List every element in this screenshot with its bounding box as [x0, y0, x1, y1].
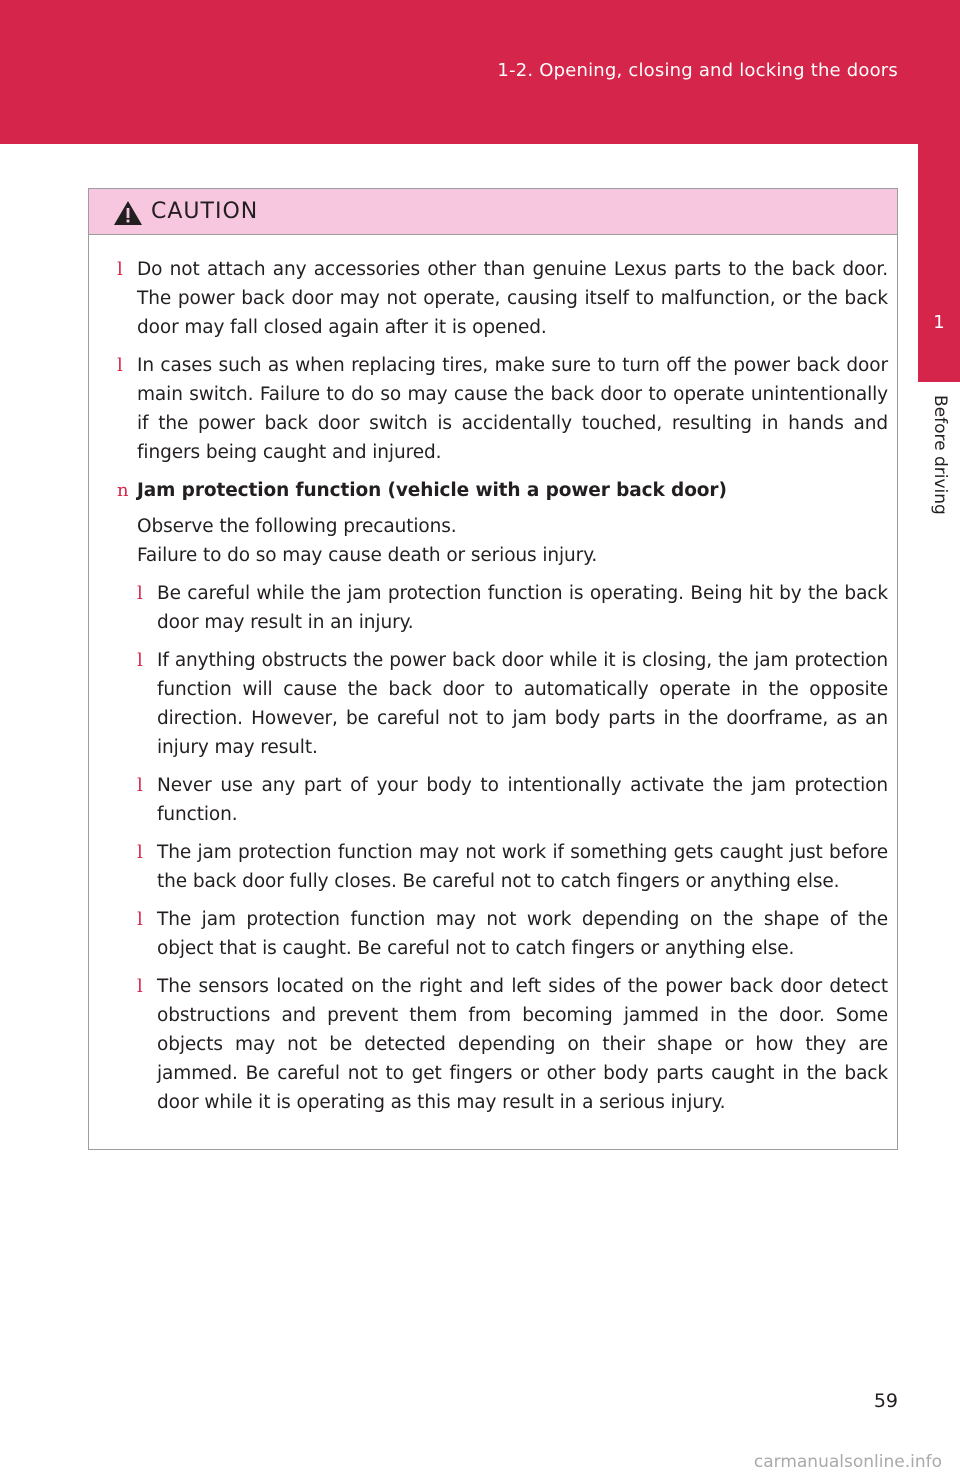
bullet-text: The jam protection function may not work depending on the shape of the object that is caught. Be careful not to catch fingers or anything else. — [157, 909, 888, 959]
list-item — [137, 838, 888, 896]
precaution-warning: Failure to do so may cause death or serious injury. — [137, 545, 598, 566]
list-item — [137, 646, 888, 762]
chapter-number: 1 — [933, 312, 945, 333]
bullet-marker-icon: l — [137, 976, 143, 997]
bullet-text: Do not attach any accessories other than genuine Lexus parts to the back door. The power back door may not operate, causing itself to malfunction, or the back door may fall closed again after it is opened. — [137, 259, 888, 338]
caution-header — [89, 189, 897, 235]
square-marker-icon: n — [117, 480, 129, 501]
list-item — [117, 351, 888, 467]
section-heading-text: Jam protection function (vehicle with a power back door) — [137, 480, 727, 501]
chapter-tab — [918, 144, 960, 382]
chapter-label: Before driving — [930, 395, 950, 515]
bullet-text: Be careful while the jam protection function is operating. Being hit by the back door may result in an injury. — [157, 583, 888, 633]
bullet-marker-icon: l — [117, 355, 123, 376]
watermark: carmanualsonline.info — [753, 1452, 942, 1472]
bullet-marker-icon: l — [137, 583, 143, 604]
section-heading — [117, 476, 888, 505]
caution-title: CAUTION — [151, 199, 259, 224]
bullet-marker-icon: l — [117, 259, 123, 280]
list-item — [137, 972, 888, 1117]
bullet-text: Never use any part of your body to intentionally activate the jam protection function. — [157, 775, 888, 825]
bullet-marker-icon: l — [137, 775, 143, 796]
section-title: 1-2. Opening, closing and locking the doors — [497, 60, 898, 81]
bullet-text: The sensors located on the right and left sides of the power back door detect obstructions and prevent them from becoming jammed in the door. Some objects may not be detected depending on their shape or how they are jammed. Be careful not to get fingers or other body parts caught in the back door while it is operating as this may result in a serious injury. — [157, 976, 888, 1113]
bullet-text: The jam protection function may not work if something gets caught just before the back door fully closes. Be careful not to catch fingers or anything else. — [157, 842, 888, 892]
precaution-intro: Observe the following precautions. — [137, 516, 457, 537]
bullet-text: In cases such as when replacing tires, make sure to turn off the power back door main switch. Failure to do so may cause the back door to operate unintentionally if the power back door switch is accidentally touched, resulting in hands and fingers being caught and injured. — [137, 355, 888, 463]
bullet-marker-icon: l — [137, 842, 143, 863]
list-item — [137, 905, 888, 963]
caution-body — [89, 235, 897, 1117]
bullet-marker-icon: l — [137, 650, 143, 671]
warning-triangle-icon — [113, 200, 143, 226]
list-item — [137, 771, 888, 829]
list-item — [117, 255, 888, 342]
page-number: 59 — [873, 1390, 898, 1412]
bullet-marker-icon: l — [137, 909, 143, 930]
caution-box — [88, 188, 898, 1150]
bullet-text: If anything obstructs the power back door while it is closing, the jam protection function will cause the back door to automatically operate in the opposite direction. However, be careful not to jam body parts in the doorframe, as an injury may result. — [157, 650, 888, 758]
list-item — [137, 579, 888, 637]
